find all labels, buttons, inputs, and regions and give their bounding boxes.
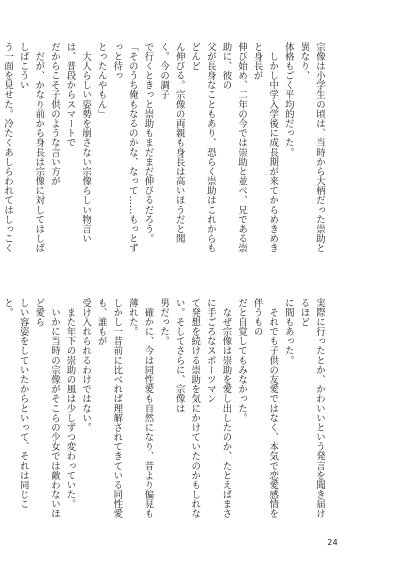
- text-line: 実際に行ったとか、かわいいという発言を聞き届けるほど: [298, 298, 325, 519]
- text-line: 受け入れられるわけではない。: [80, 298, 92, 433]
- text-line: だが、かなり前から身長は宗像に対してはしばしばこうい: [17, 42, 45, 253]
- page-number: 24: [327, 538, 338, 547]
- text-line: ん伸びる。宗像の両親も身長は高いほうだと聞く。今の調子: [158, 42, 185, 244]
- upper-text-block: [2, 42, 327, 262]
- text-line: 体格もごく平均的だった。: [282, 42, 294, 158]
- text-line: に間もあった。: [282, 298, 294, 366]
- text-line: いかに当時の宗像がそこらの少女では敵わないほど愛ら: [33, 298, 60, 519]
- text-line: だと自覚してもみなかった。: [236, 298, 248, 423]
- text-line: なぜ宗像は崇助を愛し出したのか、たとえばまさに手ごろなスポーツマン: [204, 298, 232, 519]
- text-line: また年下の崇助の風は少しずつ変わっていた。: [64, 298, 76, 509]
- text-line: しい容姿をしていたからといって、それは同じこと。: [2, 298, 29, 509]
- text-line: て発想を続ける崇助を気にかけていたのかもしれない。そしてさらに、宗像は: [173, 298, 201, 519]
- text-line: とったんやもん」: [95, 42, 107, 119]
- text-line: しかし中学入学後に成長期が来てからめきめきと身長が: [251, 42, 279, 253]
- text-line: う一面を見せた。冷たくあしらわれてはしっこく: [2, 42, 14, 253]
- text-line: 確かに、今は同性愛も自然になり、昔より偏見も薄れた。: [126, 298, 154, 519]
- text-line: 大人らしい姿勢を崩さない宗像らしい物言いは、普段からスマートで: [64, 42, 92, 244]
- text-line: で行くときっと崇助もまだまだ伸びるだろう。: [142, 42, 154, 244]
- text-line: だからこそ子供のような言い方が: [48, 42, 60, 186]
- text-line: 男だった。: [158, 298, 170, 346]
- text-line: 伸び始め、二年の今では崇助と並べ、兄である崇助に、彼の: [220, 42, 248, 253]
- text-line: 宗像は小学生の頃は、当時から大柄だった崇助と異なり、: [298, 42, 325, 253]
- text-line: それでも子供の友愛ではなく、本気で恋愛感情を伴うもの: [251, 298, 279, 519]
- text-line: 「そのうち俺もなるのかな、なって……もっとずっと待っ: [111, 42, 138, 253]
- text-line: 父が長身なこともあり、恐らく崇助はこれからもどんど: [189, 42, 216, 253]
- lower-text-block: [2, 298, 327, 522]
- text-line: しかし一昔前に比べれば理解されてきている同性愛も、誰もが: [95, 298, 123, 519]
